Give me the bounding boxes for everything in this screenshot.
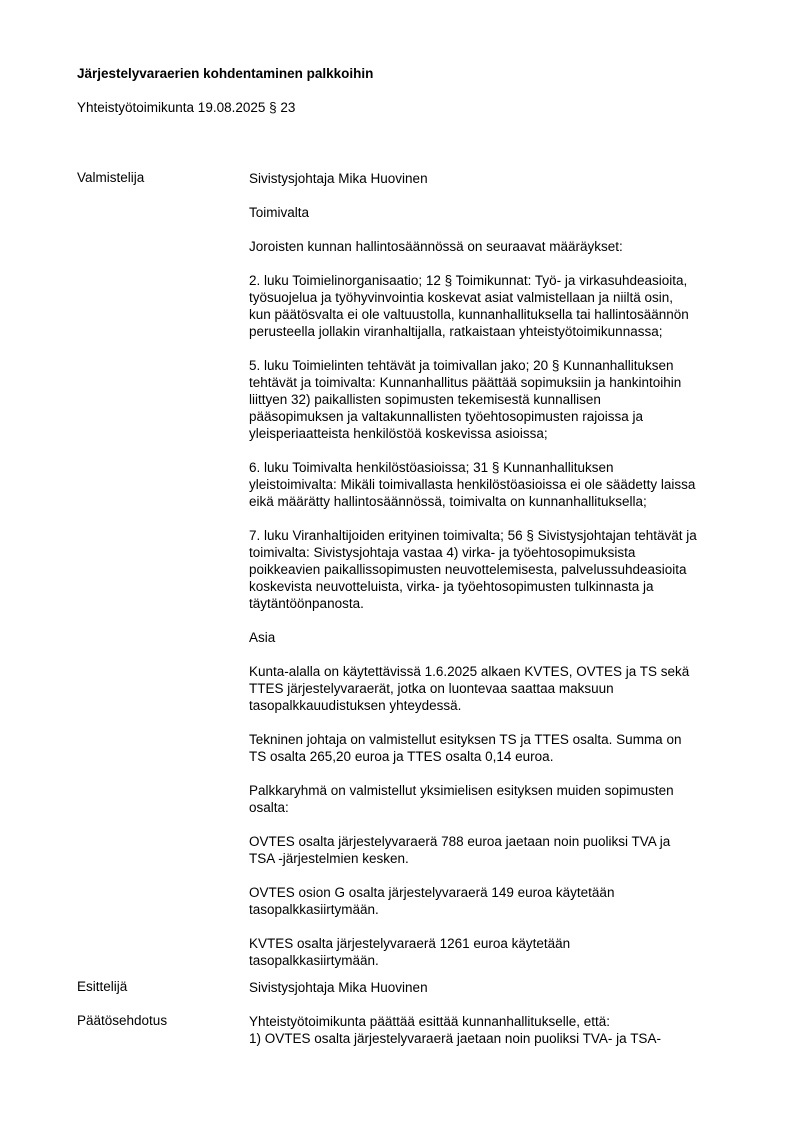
asia-paragraph-1: Kunta-alalla on käytettävissä 1.6.2025 alkaen KVTES, OVTES ja TS sekä TTES järjestelyvaraerät, jotka on luontevaa saattaa maksuun tasopalkkauudistuksen yhteydessä. (249, 664, 690, 713)
heading-asia: Asia (249, 630, 276, 645)
esittelija-value: Sivistysjohtaja Mika Huovinen (249, 980, 428, 995)
label-paatosehdotus: Päätösehdotus (77, 1013, 168, 1028)
asia-paragraph-4: OVTES osalta järjestelyvaraerä 788 euroa jaetaan noin puoliksi TVA ja TSA -järjestelmien kesken. (249, 834, 671, 866)
asia-paragraph-6: KVTES osalta järjestelyvaraerä 1261 euroa käytetään tasopalkkasiirtymään. (249, 936, 571, 968)
paatosehdotus-body (249, 1013, 721, 1047)
asia-paragraph-5: OVTES osion G osalta järjestelyvaraerä 149 euroa käytetään tasopalkkasiirtymään. (249, 885, 615, 917)
label-valmistelija: Valmistelija (77, 170, 145, 185)
label-esittelija: Esittelijä (77, 979, 128, 994)
document-title: Järjestelyvaraerien kohdentaminen palkkoihin (77, 66, 374, 81)
meeting-reference: Yhteistyötoimikunta 19.08.2025 § 23 (77, 100, 296, 115)
toimivalta-paragraph-1: 2. luku Toimielinorganisaatio; 12 § Toimikunnat: Työ- ja virkasuhdeasioita, työsuojelua ja työhyvinvointia koskevat asiat valmistellaan ja niiltä osin, kun päätösvalta ei ole valtuustolla, kunnanhallituksella tai hallintosäännön perusteella jollakin viranhaltijalla, ratkaistaan yhteistyötoimikunnassa; (249, 273, 689, 339)
proposal-line-1: Yhteistyötoimikunta päättää esittää kunnanhallitukselle, että: (249, 1014, 610, 1029)
toimivalta-intro: Joroisten kunnan hallintosäännössä on seuraavat määräykset: (249, 239, 623, 254)
valmistelija-body (249, 170, 721, 969)
toimivalta-paragraph-2: 5. luku Toimielinten tehtävät ja toimivallan jako; 20 § Kunnanhallituksen tehtävät ja toimivalta: Kunnanhallitus päättää sopimuksiin ja hankintoihin liittyen 32) paikallisten sopimusten tekemisestä kunnallisen pääsopimuksen ja valtakunnallisten työehtosopimusten rajoissa ja yleisperiaatteista henkilöstöä koskevissa asioissa; (249, 358, 682, 441)
toimivalta-paragraph-4: 7. luku Viranhaltijoiden erityinen toimivalta; 56 § Sivistysjohtajan tehtävät ja toimivalta: Sivistysjohtaja vastaa 4) virka- ja työehtosopimuksista poikkeavien paikallissopimusten neuvottelemisesta, palvelussuhdeasioita koskevista neuvotteluista, virka- ja työehtosopimusten tulkinnasta ja täytäntöönpanosta. (249, 528, 697, 611)
heading-toimivalta: Toimivalta (249, 205, 310, 220)
asia-paragraph-2: Tekninen johtaja on valmistellut esityksen TS ja TTES osalta. Summa on TS osalta 265,20 euroa ja TTES osalta 0,14 euroa. (249, 732, 682, 764)
proposal-line-2: 1) OVTES osalta järjestelyvaraerä jaetaan noin puoliksi TVA- ja TSA- (249, 1031, 661, 1046)
asia-paragraph-3: Palkkaryhmä on valmistellut yksimielisen esityksen muiden sopimusten osalta: (249, 783, 674, 815)
preparer-name: Sivistysjohtaja Mika Huovinen (249, 171, 428, 186)
toimivalta-paragraph-3: 6. luku Toimivalta henkilöstöasioissa; 31 § Kunnanhallituksen yleistoimivalta: Mikäli toimivallasta henkilöstöasioissa ei ole säädetty laissa eikä määrätty hallintosäännössä, toimivalta on kunnanhallituksella; (249, 460, 696, 509)
